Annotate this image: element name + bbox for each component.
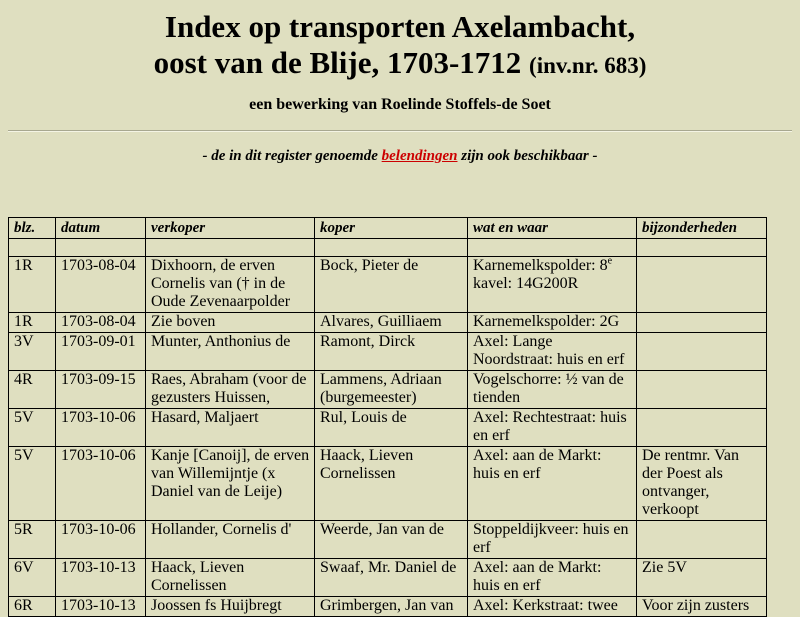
cell-verkoper: Haack, Lieven Cornelissen <box>146 559 315 597</box>
title-inventory-number: (inv.nr. 683) <box>529 53 647 78</box>
cell-verkoper: Joossen fs Huijbregt <box>146 597 315 617</box>
cell-bijzonderheden: De rentmr. Van der Poest als ontvanger, verkoopt <box>637 447 767 521</box>
cell-datum: 1703-10-06 <box>56 521 146 559</box>
cell-wat-en-waar: Axel: aan de Markt: huis en erf <box>468 559 637 597</box>
cell-wat-en-waar: Axel: Lange Noordstraat: huis en erf <box>468 333 637 371</box>
cell-bijzonderheden <box>637 521 767 559</box>
cell-blz: 3V <box>9 333 56 371</box>
table-cell <box>56 239 146 257</box>
cell-datum: 1703-10-06 <box>56 409 146 447</box>
cell-wat-en-waar: Karnemelkspolder: 2G <box>468 313 637 333</box>
table-row <box>9 559 767 597</box>
cell-koper: Ramont, Dirck <box>315 333 468 371</box>
cell-datum: 1703-08-04 <box>56 313 146 333</box>
cell-blz: 4R <box>9 371 56 409</box>
table-row <box>9 447 767 521</box>
table-cell <box>9 239 56 257</box>
notice-text-before: - de in dit register genoemde <box>202 148 378 164</box>
cell-bijzonderheden: Zie 5V <box>637 559 767 597</box>
cell-wat-en-waar: Axel: Kerkstraat: twee <box>468 597 637 617</box>
cell-bijzonderheden <box>637 333 767 371</box>
column-header-koper: koper <box>315 218 468 239</box>
cell-verkoper: Hollander, Cornelis d' <box>146 521 315 559</box>
notice-text-after: zijn ook beschikbaar - <box>461 148 598 164</box>
page-header <box>0 0 800 114</box>
cell-blz: 6V <box>9 559 56 597</box>
table-row <box>9 371 767 409</box>
cell-bijzonderheden <box>637 257 767 313</box>
column-header-verkoper: verkoper <box>146 218 315 239</box>
page-title <box>0 9 800 84</box>
cell-koper: Haack, Lieven Cornelissen <box>315 447 468 521</box>
cell-datum: 1703-10-06 <box>56 447 146 521</box>
wat-text-cont: kavel: 14G200R <box>473 275 579 292</box>
title-line-1: Index op transporten Axelambacht, <box>164 9 636 44</box>
table-header-row <box>9 218 767 239</box>
cell-koper: Rul, Louis de <box>315 409 468 447</box>
cell-wat-en-waar: Axel: Rechtestraat: huis en erf <box>468 409 637 447</box>
table-cell <box>468 239 637 257</box>
cell-datum: 1703-08-04 <box>56 257 146 313</box>
cell-wat-en-waar: Stoppeldijkveer: huis en erf <box>468 521 637 559</box>
cell-verkoper: Dixhoorn, de erven Cornelis van († in de Oude Zevenaarpolder <box>146 257 315 313</box>
cell-wat-en-waar: Vogelschorre: ½ van de tienden <box>468 371 637 409</box>
cell-blz: 5V <box>9 447 56 521</box>
cell-koper: Grimbergen, Jan van <box>315 597 468 617</box>
page-subtitle: een bewerking van Roelinde Stoffels-de Soet <box>249 96 551 113</box>
belendingen-link[interactable]: belendingen <box>381 148 458 164</box>
ordinal-suffix: e <box>607 255 613 267</box>
cell-bijzonderheden: Voor zijn zusters <box>637 597 767 617</box>
cell-bijzonderheden <box>637 313 767 333</box>
table-cell <box>146 239 315 257</box>
table-row <box>9 313 767 333</box>
table-row <box>9 333 767 371</box>
cell-verkoper: Raes, Abraham (voor de gezusters Huissen, <box>146 371 315 409</box>
cell-blz: 1R <box>9 313 56 333</box>
cell-bijzonderheden <box>637 371 767 409</box>
empty-row <box>9 239 767 257</box>
table-row <box>9 409 767 447</box>
cell-verkoper: Munter, Anthonius de <box>146 333 315 371</box>
cell-wat-en-waar: Axel: aan de Markt: huis en erf <box>468 447 637 521</box>
column-header-bijzonderheden: bijzonderheden <box>637 218 767 239</box>
column-header-datum: datum <box>56 218 146 239</box>
column-header-blz: blz. <box>9 218 56 239</box>
cell-datum: 1703-10-13 <box>56 559 146 597</box>
title-line-2: oost van de Blije, 1703-1712 <box>153 45 522 80</box>
transport-index-table <box>8 217 767 617</box>
cell-koper: Alvares, Guilliaem <box>315 313 468 333</box>
cell-bijzonderheden <box>637 409 767 447</box>
cell-verkoper: Zie boven <box>146 313 315 333</box>
cell-koper: Swaaf, Mr. Daniel de <box>315 559 468 597</box>
table-row <box>9 257 767 313</box>
cell-koper: Weerde, Jan van de <box>315 521 468 559</box>
table-cell <box>315 239 468 257</box>
cell-blz: 6R <box>9 597 56 617</box>
cell-datum: 1703-09-01 <box>56 333 146 371</box>
table-row <box>9 521 767 559</box>
cell-blz: 5V <box>9 409 56 447</box>
table-cell <box>637 239 767 257</box>
cell-blz: 5R <box>9 521 56 559</box>
horizontal-divider <box>8 130 792 132</box>
cell-verkoper: Hasard, Maljaert <box>146 409 315 447</box>
column-header-wat-en-waar: wat en waar <box>468 218 637 239</box>
cell-verkoper: Kanje [Canoij], de erven van Willemijntje (x Daniel van de Leije) <box>146 447 315 521</box>
cell-blz: 1R <box>9 257 56 313</box>
cell-koper: Bock, Pieter de <box>315 257 468 313</box>
notice-line <box>0 148 800 165</box>
cell-wat-en-waar <box>468 257 637 313</box>
cell-datum: 1703-10-13 <box>56 597 146 617</box>
wat-text: Karnemelkspolder: 8 <box>473 257 608 274</box>
cell-koper: Lammens, Adriaan (burgemeester) <box>315 371 468 409</box>
cell-datum: 1703-09-15 <box>56 371 146 409</box>
